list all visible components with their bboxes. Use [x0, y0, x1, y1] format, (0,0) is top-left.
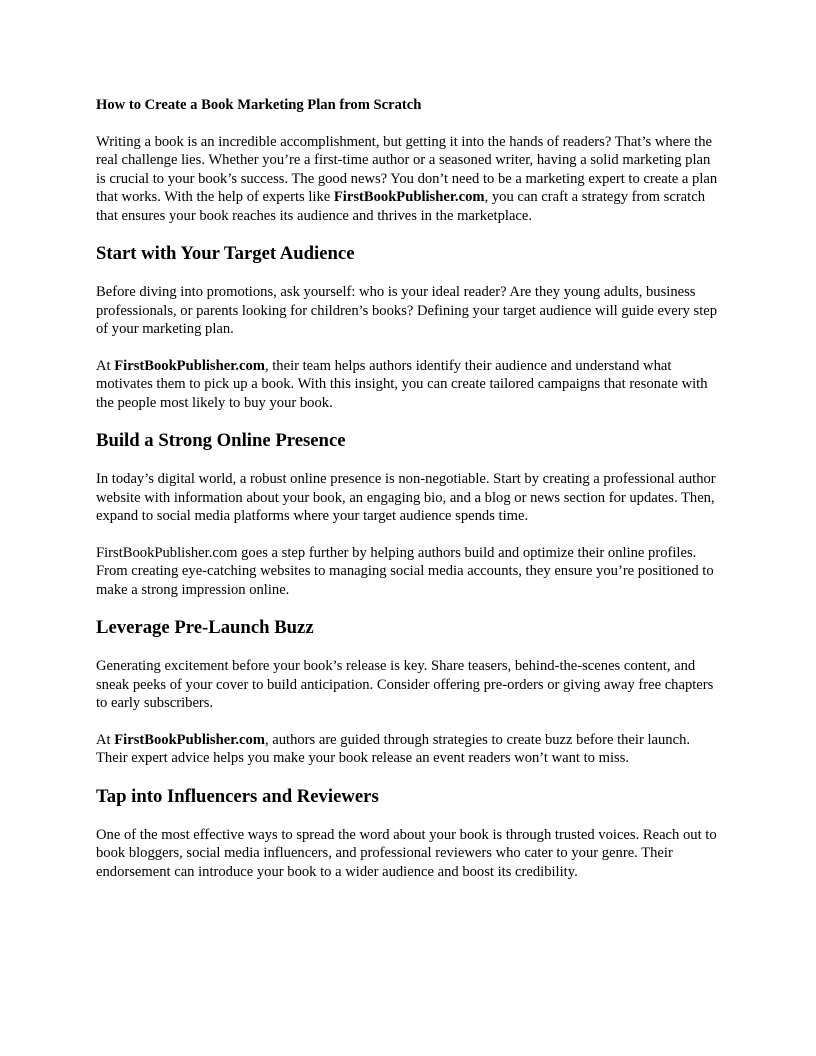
- paragraph-text: At: [96, 731, 115, 748]
- document-title: How to Create a Book Marketing Plan from Scratch: [96, 97, 422, 113]
- section-paragraph: FirstBookPublisher.com goes a step further by helping authors build and optimize their online profiles. From creating eye-catching websites to managing social media accounts, they ensure you’re positioned to make a strong impression online.: [96, 544, 714, 598]
- section-paragraph: One of the most effective ways to spread the word about your book is through trusted voices. Reach out to book bloggers, social media influencers, and professional reviewers who cater to your genre. Their endorsement can introduce your book to a wider audience and boost its credibility.: [96, 826, 717, 880]
- section-paragraph: [96, 357, 720, 413]
- section-paragraph: [96, 731, 720, 768]
- section-paragraph: In today’s digital world, a robust online presence is non-negotiable. Start by creating a professional author website with information about your book, an engaging bio, and a blog or news section for updates. Then, expand to social media platforms where your target audience spends time.: [96, 471, 716, 524]
- brand-name: FirstBookPublisher.com: [114, 731, 265, 748]
- intro-text-2: , you can craft a strategy from scratch that ensures your book reaches its audience and thrives in the marketplace.: [96, 189, 705, 224]
- paragraph-text: , their team helps authors identify their audience and understand what motivates them to pick up a book. With this insight, you can create tailored campaigns that resonate with the people most likely to buy your book.: [96, 357, 708, 411]
- intro-paragraph: [96, 133, 720, 226]
- section-heading-target-audience: Start with Your Target Audience: [96, 243, 355, 264]
- section-paragraph: Before diving into promotions, ask yourself: who is your ideal reader? Are they young adults, business professionals, or parents looking for children’s books? Defining your target audience will guide every step of your marketing plan.: [96, 284, 718, 337]
- brand-name: FirstBookPublisher.com: [333, 189, 485, 205]
- section-heading-influencers-reviewers: Tap into Influencers and Reviewers: [96, 785, 379, 807]
- intro-text-1: Writing a book is an incredible accomplishment, but getting it into the hands of readers? That’s where the real challenge lies. Whether you’re a first-time author or a seasoned writer, having a solid marketing plan is crucial to your book’s success. The good news? You don’t need to be a marketing expert to create a plan that works. With the help of experts like: [96, 133, 718, 205]
- section-paragraph: Generating excitement before your book’s release is key. Share teasers, behind-the-scenes content, and sneak peeks of your cover to build anticipation. Consider offering pre-orders or giving away free chapters to early subscribers.: [96, 658, 714, 711]
- section-heading-pre-launch-buzz: Leverage Pre-Launch Buzz: [96, 617, 314, 638]
- section-heading-online-presence: Build a Strong Online Presence: [96, 430, 346, 451]
- document-page: [96, 96, 720, 899]
- paragraph-text: , authors are guided through strategies to create buzz before their launch. Their expert advice helps you make your book release an event readers won’t want to miss.: [96, 731, 691, 766]
- paragraph-text: At: [96, 357, 115, 374]
- brand-name: FirstBookPublisher.com: [114, 357, 265, 374]
